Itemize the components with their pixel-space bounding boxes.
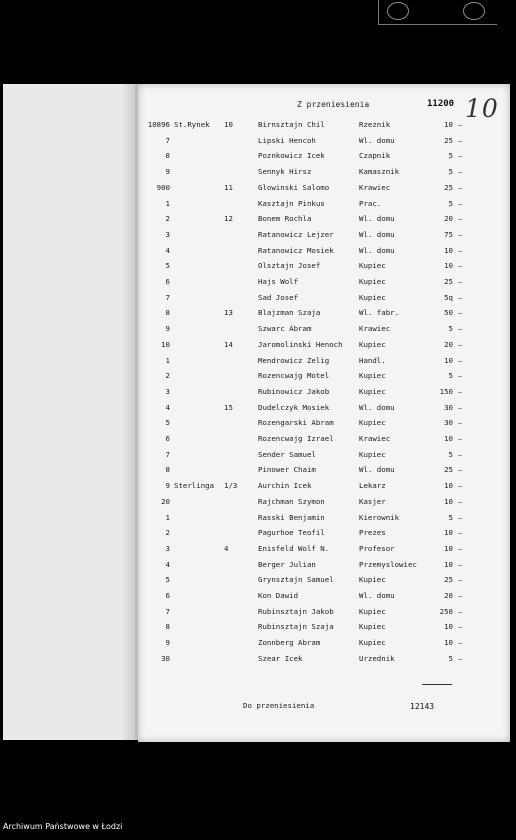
house-number: 14 — [224, 339, 233, 349]
amount: 5 — [448, 512, 453, 522]
occupation: Kasjer — [359, 496, 386, 506]
person-name: Szear Icek — [258, 653, 303, 663]
ledger-row — [138, 497, 510, 512]
occupation: Urzednik — [359, 653, 395, 663]
entry-number: 1 — [165, 355, 170, 365]
ledger-row — [138, 560, 510, 575]
occupation: Lekarz — [359, 481, 386, 491]
person-name: Rozencwajg Motel — [258, 371, 330, 381]
check-mark: – — [458, 386, 463, 396]
archive-watermark: Archiwum Państwowe w Łodzi — [3, 822, 123, 831]
check-mark: – — [458, 324, 463, 334]
check-mark: – — [458, 229, 463, 239]
check-mark: – — [458, 512, 463, 522]
check-mark: – — [458, 528, 463, 538]
entry-number: 10896 — [147, 120, 170, 129]
total-underline — [422, 684, 452, 685]
occupation: Wl. domu — [359, 245, 395, 255]
ledger-row — [138, 528, 510, 543]
check-mark: – — [458, 277, 463, 286]
house-number: 10 — [224, 120, 233, 129]
entry-number: 20 — [161, 496, 170, 506]
occupation: Kupiec — [359, 386, 386, 396]
amount: 25 — [444, 277, 453, 286]
ledger-row — [138, 246, 510, 261]
carry-forward-label: Do przeniesienia — [243, 701, 315, 710]
person-name: Rubinowicz Jakob — [258, 386, 330, 396]
ledger-row — [138, 575, 510, 590]
person-name: Pagurhoe Teofil — [258, 528, 325, 538]
ledger-row — [138, 183, 510, 198]
ledger-row — [138, 403, 510, 418]
ledger-row — [138, 418, 510, 433]
ledger-row — [138, 513, 510, 528]
ledger-row — [138, 654, 510, 669]
check-mark: – — [458, 261, 463, 271]
person-name: Pinower Chaim — [258, 465, 316, 475]
house-number: 4 — [224, 543, 229, 553]
occupation: Wl. domu — [359, 402, 395, 412]
entry-number: 9 — [165, 324, 170, 334]
person-name: Ratanowicz Lejzer — [258, 229, 334, 239]
occupation: Wl. domu — [359, 135, 395, 145]
check-mark: – — [458, 135, 463, 145]
entry-number: 2 — [165, 528, 170, 538]
ledger-row — [138, 136, 510, 151]
person-name: Aurchin Icek — [258, 481, 312, 491]
person-name: Poznkowicz Icek — [258, 151, 325, 161]
occupation: Rzeznik — [359, 120, 391, 129]
occupation: Kupiec — [359, 371, 386, 381]
ledger-row — [138, 120, 510, 135]
entry-number: 9 — [165, 638, 170, 648]
ledger-row — [138, 261, 510, 276]
ledger-row — [138, 293, 510, 308]
check-mark: – — [458, 167, 463, 177]
person-name: Sender Samuel — [258, 449, 316, 459]
amount: 20 — [444, 214, 453, 224]
occupation: Kupiec — [359, 339, 386, 349]
check-mark: – — [458, 606, 463, 616]
ledger-row — [138, 481, 510, 496]
occupation: Profesor — [359, 543, 395, 553]
occupation: Wl. fabr. — [359, 308, 400, 318]
ledger-page — [138, 84, 510, 742]
amount: 10 — [444, 496, 453, 506]
ledger-row — [138, 277, 510, 292]
entry-number: 5 — [165, 575, 170, 585]
person-name: Szwarc Abram — [258, 324, 312, 334]
check-mark: – — [458, 214, 463, 224]
occupation: Prac. — [359, 198, 382, 208]
check-mark: – — [458, 308, 463, 318]
carried-over-total: 11200 — [427, 99, 455, 109]
person-name: Sad Josef — [258, 292, 299, 302]
amount: 5 — [448, 371, 453, 381]
ledger-row — [138, 340, 510, 355]
person-name: Zonnberg Abram — [258, 638, 321, 648]
check-mark: – — [458, 559, 463, 569]
check-mark: – — [458, 449, 463, 459]
occupation: Wl. domu — [359, 465, 395, 475]
house-number: 15 — [224, 402, 233, 412]
person-name: Hajs Wolf — [258, 277, 299, 286]
check-mark: – — [458, 182, 463, 192]
person-name: Jaromolinski Henoch — [258, 339, 343, 349]
check-mark: – — [458, 638, 463, 648]
entry-number: 3 — [165, 229, 170, 239]
check-mark: – — [458, 339, 463, 349]
check-mark: – — [458, 465, 463, 475]
amount: 5 — [448, 151, 453, 161]
amount: 5 — [448, 653, 453, 663]
entry-number: 4 — [165, 402, 170, 412]
amount: 150 — [439, 386, 453, 396]
entry-number: 8 — [165, 151, 170, 161]
entry-number: 6 — [165, 591, 170, 600]
person-name: Enisfeld Wolf N. — [258, 543, 330, 553]
person-name: Bonem Rochla — [258, 214, 312, 224]
check-mark: – — [458, 418, 463, 428]
ledger-row — [138, 214, 510, 229]
amount: 25 — [444, 182, 453, 192]
person-name: Dudelczyk Mosiek — [258, 402, 330, 412]
check-mark: – — [458, 120, 463, 129]
ledger-row — [138, 465, 510, 480]
check-mark: – — [458, 151, 463, 161]
page-number: 10 — [465, 94, 499, 123]
amount: 10 — [444, 528, 453, 538]
check-mark: – — [458, 575, 463, 585]
person-name: Olsztajn Josef — [258, 261, 321, 271]
ledger-row — [138, 434, 510, 449]
entry-number: 3 — [165, 543, 170, 553]
occupation: Wl. domu — [359, 214, 395, 224]
previous-page — [3, 84, 138, 740]
person-name: Kon Dawid — [258, 591, 299, 600]
amount: 50 — [444, 308, 453, 318]
ledger-row — [138, 230, 510, 245]
person-name: Ratanowicz Mosiek — [258, 245, 334, 255]
check-mark: – — [458, 245, 463, 255]
ledger-row — [138, 371, 510, 386]
ledger-row — [138, 622, 510, 637]
entry-number: 8 — [165, 622, 170, 632]
amount: 30 — [444, 402, 453, 412]
entry-number: 30 — [161, 653, 170, 663]
occupation: Wl. domu — [359, 229, 395, 239]
entry-number: 8 — [165, 308, 170, 318]
ledger-row — [138, 167, 510, 182]
entry-number: 9 — [165, 167, 170, 177]
entry-number: 10 — [161, 339, 170, 349]
check-mark: – — [458, 434, 463, 443]
house-number: 1/3 — [224, 481, 238, 491]
occupation: Handl. — [359, 355, 386, 365]
check-mark: – — [458, 591, 463, 600]
check-mark: – — [458, 481, 463, 491]
check-mark: – — [458, 292, 463, 302]
entry-number: 9 — [165, 481, 170, 491]
ledger-row — [138, 151, 510, 166]
entry-number: 900 — [156, 182, 170, 192]
person-name: Rubinsztajn Szaja — [258, 622, 334, 632]
occupation: Kupiec — [359, 638, 386, 648]
amount: 25 — [444, 135, 453, 145]
entry-number: 4 — [165, 559, 170, 569]
entry-number: 1 — [165, 198, 170, 208]
entry-number: 7 — [165, 292, 170, 302]
entry-number: 7 — [165, 449, 170, 459]
occupation: Kierownik — [359, 512, 400, 522]
occupation: Czapnik — [359, 151, 391, 161]
entry-number: 4 — [165, 245, 170, 255]
person-name: Blajzman Szaja — [258, 308, 321, 318]
house-number: 13 — [224, 308, 233, 318]
person-name: Lipski Hencoh — [258, 135, 316, 145]
check-mark: – — [458, 496, 463, 506]
occupation: Krawiec — [359, 324, 391, 334]
page-fold-shadow — [121, 84, 135, 740]
amount: 25 — [444, 465, 453, 475]
amount: 20 — [444, 339, 453, 349]
carry-forward-total: 12143 — [410, 702, 435, 711]
ledger-row — [138, 324, 510, 339]
ledger-row — [138, 544, 510, 559]
amount: 5 — [448, 324, 453, 334]
occupation: Kupiec — [359, 277, 386, 286]
occupation: Kupiec — [359, 606, 386, 616]
entry-number: 1 — [165, 512, 170, 522]
check-mark: – — [458, 198, 463, 208]
street-name: St.Rynek — [174, 120, 210, 129]
house-number: 11 — [224, 182, 233, 192]
amount: 10 — [444, 559, 453, 569]
entry-number: 2 — [165, 214, 170, 224]
occupation: Krawiec — [359, 182, 391, 192]
occupation: Krawiec — [359, 434, 391, 443]
amount: 5q — [444, 292, 453, 302]
binding-clip — [378, 0, 497, 25]
person-name: Birnsztajn Chil — [258, 120, 325, 129]
amount: 10 — [444, 543, 453, 553]
ledger-row — [138, 591, 510, 606]
occupation: Wl. domu — [359, 591, 395, 600]
entry-number: 3 — [165, 386, 170, 396]
person-name: Grynsztajn Samuel — [258, 575, 334, 585]
amount: 10 — [444, 622, 453, 632]
entry-number: 8 — [165, 465, 170, 475]
amount: 10 — [444, 638, 453, 648]
amount: 5 — [448, 167, 453, 177]
entry-number: 6 — [165, 434, 170, 443]
amount: 25 — [444, 575, 453, 585]
amount: 10 — [444, 120, 453, 129]
entry-number: 7 — [165, 606, 170, 616]
house-number: 12 — [224, 214, 233, 224]
entry-number: 7 — [165, 135, 170, 145]
ledger-row — [138, 387, 510, 402]
amount: 5 — [448, 449, 453, 459]
occupation: Kamasznik — [359, 167, 400, 177]
person-name: Rubinsztajn Jakob — [258, 606, 334, 616]
carried-over-label: Z przeniesienia — [297, 100, 370, 109]
person-name: Kasztajn Pinkus — [258, 198, 325, 208]
amount: 10 — [444, 434, 453, 443]
occupation: Kupiec — [359, 575, 386, 585]
ledger-row — [138, 199, 510, 214]
occupation: Kupiec — [359, 622, 386, 632]
occupation: Kupiec — [359, 292, 386, 302]
check-mark: – — [458, 653, 463, 663]
street-name: Sterlinga — [174, 481, 215, 491]
ledger-row — [138, 607, 510, 622]
ledger-row — [138, 356, 510, 371]
amount: 30 — [444, 418, 453, 428]
amount: 250 — [439, 606, 453, 616]
amount: 10 — [444, 261, 453, 271]
entry-number: 5 — [165, 418, 170, 428]
person-name: Sennyk Hirsz — [258, 167, 312, 177]
person-name: Rozencwajg Izrael — [258, 434, 334, 443]
amount: 10 — [444, 245, 453, 255]
person-name: Rozengarski Abram — [258, 418, 334, 428]
entry-number: 5 — [165, 261, 170, 271]
check-mark: – — [458, 355, 463, 365]
entry-number: 2 — [165, 371, 170, 381]
amount: 20 — [444, 591, 453, 600]
person-name: Mendrowicz Zelig — [258, 355, 330, 365]
clip-ring — [387, 2, 409, 20]
person-name: Rasski Benjamin — [258, 512, 325, 522]
check-mark: – — [458, 543, 463, 553]
entry-number: 6 — [165, 277, 170, 286]
check-mark: – — [458, 402, 463, 412]
person-name: Glowinski Salomo — [258, 182, 330, 192]
amount: 75 — [444, 229, 453, 239]
person-name: Rajchman Szymon — [258, 496, 325, 506]
ledger-row — [138, 308, 510, 323]
ledger-row — [138, 450, 510, 465]
ledger-row — [138, 638, 510, 653]
amount: 5 — [448, 198, 453, 208]
clip-ring — [463, 2, 485, 20]
occupation: Przemyslowiec — [359, 559, 417, 569]
occupation: Kupiec — [359, 418, 386, 428]
person-name: Berger Julian — [258, 559, 316, 569]
check-mark: – — [458, 371, 463, 381]
amount: 10 — [444, 355, 453, 365]
occupation: Kupiec — [359, 261, 386, 271]
check-mark: – — [458, 622, 463, 632]
occupation: Prezes — [359, 528, 386, 538]
occupation: Kupiec — [359, 449, 386, 459]
amount: 10 — [444, 481, 453, 491]
